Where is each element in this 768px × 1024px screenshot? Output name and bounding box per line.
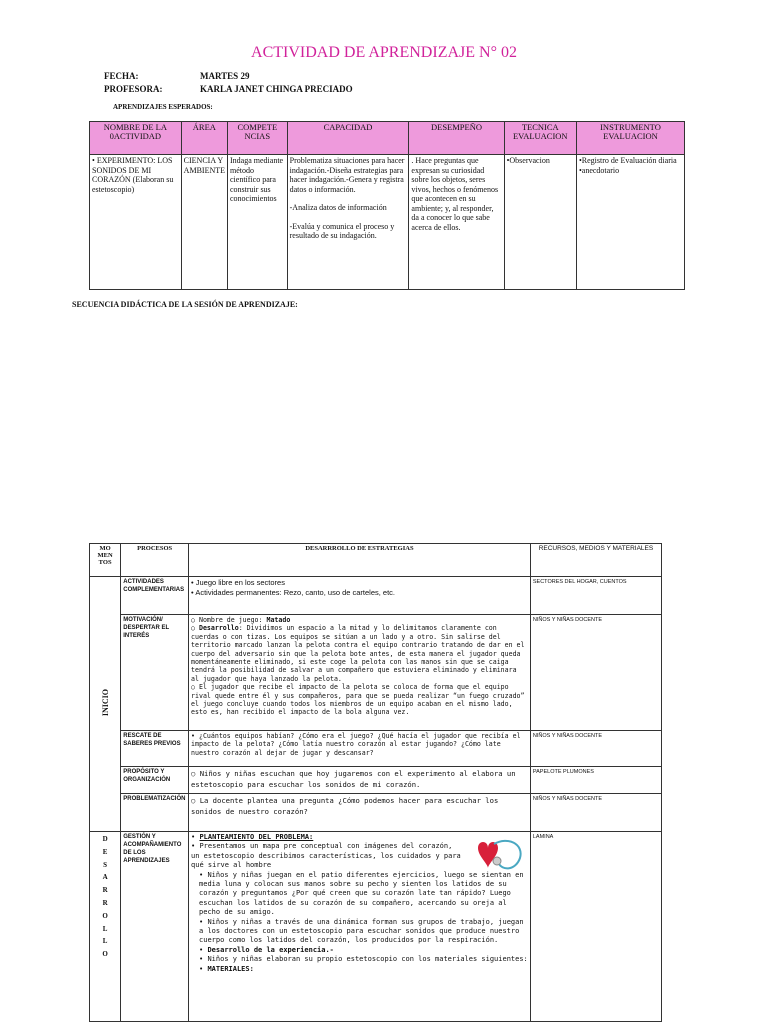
fecha-label: FECHA: <box>104 71 139 81</box>
desarrollo-complementarias <box>189 577 531 615</box>
planteamiento-heading: • PLANTEAMIENTO DEL PROBLEMA: <box>191 833 314 841</box>
header-instrumento: INSTRUMENTO EVALUACION <box>576 122 684 155</box>
secuencia-header-row <box>90 544 662 577</box>
proceso-problematizacion: PROBLEMATIZACIÓN <box>121 794 189 832</box>
cell-competencias: Indaga mediante método científico para construir sus conocimientos <box>228 155 288 290</box>
cell-capacidad <box>287 155 409 290</box>
row-problematizacion <box>90 794 662 832</box>
actividad-text: EXPERIMENTO: LOS SONIDOS DE MI CORAZÓN (Elaboran su estetoscopio) <box>92 156 174 194</box>
tecnica-text: Observacion <box>509 156 550 165</box>
proceso-gestion: GESTIÓN Y ACOMPAÑAMIENTO DE LOS APRENDIZAJES <box>121 832 189 1022</box>
header-area: ÁREA <box>181 122 227 155</box>
header-desarrollo: DESARRROLLO DE ESTRATEGIAS <box>189 544 531 577</box>
header-momentos: MO MEN TOS <box>90 544 121 577</box>
secuencia-label: SECUENCIA DIDÁCTICA DE LA SESIÓN DE APRENDIZAJE: <box>72 300 298 309</box>
recurso-gestion: LAMINA <box>530 832 661 1022</box>
header-actividad: NOMBRE DE LA 0ACTIVIDAD <box>90 122 182 155</box>
capacidad-1: Problematiza situaciones para hacer indagación.-Diseña estrategias para hacer indagación.-Genera y registra datos o información. <box>289 156 405 194</box>
row-complementarias <box>90 577 662 615</box>
gestion-item-3: • Niños y niñas a través de una dinámica forman sus grupos de trabajo, juegan a los doctores con un estetoscopio para escuchar sonidos que produce nuestro cuerpo como los latidos del corazón, los producidos por la respiración. <box>199 917 524 945</box>
header-capacidad: CAPACIDAD <box>287 122 409 155</box>
capacidad-3: -Evalúa y comunica el proceso y resultado de su indagación. <box>289 221 395 240</box>
fecha-value: MARTES 29 <box>200 71 250 81</box>
row-gestion <box>90 832 662 1022</box>
desarrollo-letter: R <box>102 886 108 895</box>
competencias-header-row <box>90 122 685 155</box>
desarrollo-experiencia: • Desarrollo de la experiencia.- <box>199 945 334 954</box>
proceso-complementarias: ACTIVIDADES COMPLEMENTARIAS <box>121 577 189 615</box>
cell-instrumento <box>576 155 684 290</box>
header-tecnica: TECNICA EVALUACION <box>504 122 576 155</box>
complementarias-item-1: • Juego libre en los sectores <box>191 578 285 587</box>
stethoscope-heart-icon <box>464 836 526 876</box>
header-procesos: PROCESOS <box>121 544 189 577</box>
aprendizajes-label: APRENDIZAJES ESPERADOS: <box>113 103 213 111</box>
instrumento-2: •anecdotario <box>578 165 620 175</box>
complementarias-item-2: • Actividades permanentes: Rezo, canto, uso de carteles, etc. <box>191 588 396 597</box>
elaboran-text: • Niños y niñas elaboran su propio estetoscopio con los materiales siguientes: <box>199 955 528 964</box>
instrumento-1: •Registro de Evaluación diaria <box>578 156 677 165</box>
cell-desempeno: . Hace preguntas que expresan su curiosidad sobre los objetos, seres vivos, hechos o fenómenos que acontecen en su ambiente; y, al responder, da a conocer lo que sabe acerca de ellos. <box>409 155 504 290</box>
gestion-item-1: • Presentamos un mapa pre conceptual con imágenes del corazón, un estetoscopio describimos características, los cuidados y para qué sirve al hombre <box>191 842 461 870</box>
inicio-label: INICIO <box>100 689 110 717</box>
cell-area: CIENCIA Y AMBIENTE <box>181 155 227 290</box>
header-desempeno: DESEMPEÑO <box>409 122 504 155</box>
recurso-complementarias: SECTORES DEL HOGAR, CUENTOS <box>530 577 661 615</box>
desarrollo-letter: L <box>102 937 108 946</box>
desarrollo-momento-cell <box>90 832 121 1022</box>
page-title: ACTIVIDAD DE APRENDIZAJE N° 02 <box>251 44 517 61</box>
header-recursos: RECURSOS, MEDIOS Y MATERIALES <box>530 544 661 577</box>
desarrollo-letter: R <box>102 898 108 907</box>
desarrollo-letter: D <box>102 835 108 843</box>
row-proposito <box>90 767 662 794</box>
desarrollo-letter: L <box>102 924 108 933</box>
materiales-label: • MATERIALES: <box>199 964 254 973</box>
competencias-row <box>90 155 685 290</box>
cell-tecnica: •Observacion <box>504 155 576 290</box>
proceso-motivacion: MOTIVACIÓN/ DESPERTAR EL INTERÉS <box>121 615 189 731</box>
proceso-proposito: PROPÓSITO Y ORGANIZACIÓN <box>121 767 189 794</box>
gestion-item-2: • Niños y niñas juegan en el patio diferentes ejercicios, luego se sientan en media luna y colocan sus manos sobre su pecho y sienten los latidos de su corazón y preguntamos ¿Por qué creen que su corazón late tan rápido? Luego escuchan los latidos de su corazón de su compañero, acercando su oreja al pecho de su amigo. <box>199 870 524 917</box>
desarrollo-gestion <box>189 832 531 1022</box>
desarrollo-rescate: • ¿Cuántos equipos habían? ¿Cómo era el juego? ¿Qué hacía el jugador que recibía el impacto de la pelota? ¿Cómo latía nuestro corazón al estar jugando? ¿Cómo late nuestro corazón al dejar de jugar y descansar? <box>189 731 531 767</box>
recurso-rescate: NIÑOS Y NIÑAS DOCENTE <box>530 731 661 767</box>
capacidad-2: -Analiza datos de información <box>289 203 387 212</box>
proceso-rescate: RESCATE DE SABERES PREVIOS <box>121 731 189 767</box>
profesora-label: PROFESORA: <box>104 84 163 94</box>
motivacion-nombre: ○ Nombre de juego: Matado <box>191 616 291 624</box>
desarrollo-letter: E <box>102 847 108 856</box>
recurso-motivacion: NIÑOS Y NIÑAS DOCENTE <box>530 615 661 731</box>
profesora-value: KARLA JANET CHINGA PRECIADO <box>200 84 353 94</box>
cell-actividad: • EXPERIMENTO: LOS SONIDOS DE MI CORAZÓN (Elaboran su estetoscopio) <box>90 155 182 290</box>
desarrollo-letter: A <box>102 873 108 882</box>
competencias-table <box>89 121 685 290</box>
inicio-cell <box>90 577 121 832</box>
motivacion-desarrollo: ○ Desarrollo: Dividimos un espacio a la mitad y lo delimitamos claramente con cuerdas o con tizas. Los equipos se sitúan a un lado y a otro. Sin salirse del territorio marcado lanzan la pelota contra el equipo contrario tratando de dar en el cuerpo del adversario sin que la pelota bote antes, de esta manera el jugador queda momentáneamente eliminado, si este coge la pelota con las manos sin que se caiga tendrá la posibilidad de salvar a un compañero que estuviera eliminado y eliminara al jugador que haya lanzado la pelota. <box>191 624 525 683</box>
row-rescate <box>90 731 662 767</box>
desarrollo-motivacion <box>189 615 531 731</box>
secuencia-table <box>89 543 662 1022</box>
header-competencias: COMPETE NCIAS <box>228 122 288 155</box>
desarrollo-letter: O <box>102 911 108 920</box>
desarrollo-problematizacion: ○ La docente plantea una pregunta ¿Cómo podemos hacer para escuchar los sonidos de nuestro corazón? <box>189 794 531 832</box>
recurso-problematizacion: NIÑOS Y NIÑAS DOCENTE <box>530 794 661 832</box>
motivacion-extra: ○ El jugador que recibe el impacto de la pelota se coloca de forma que el equipo rival quede entre él y sus compañeros, para que se pueda realizar “un fuego cruzado” el juego concluye cuando todos los miembros de un equipo acaban en el mismo lado, esto es, han recibido el impacto de la bola alguna vez. <box>191 683 525 717</box>
desarrollo-letter: S <box>103 860 108 869</box>
desarrollo-letter: O <box>102 950 108 959</box>
recurso-proposito: PAPELOTE PLUMONES <box>530 767 661 794</box>
row-motivacion <box>90 615 662 731</box>
desarrollo-proposito: ○ Niños y niñas escuchan que hoy jugaremos con el experimento al elabora un estetoscopio para escuchar los sonidos de mi corazón. <box>189 767 531 794</box>
